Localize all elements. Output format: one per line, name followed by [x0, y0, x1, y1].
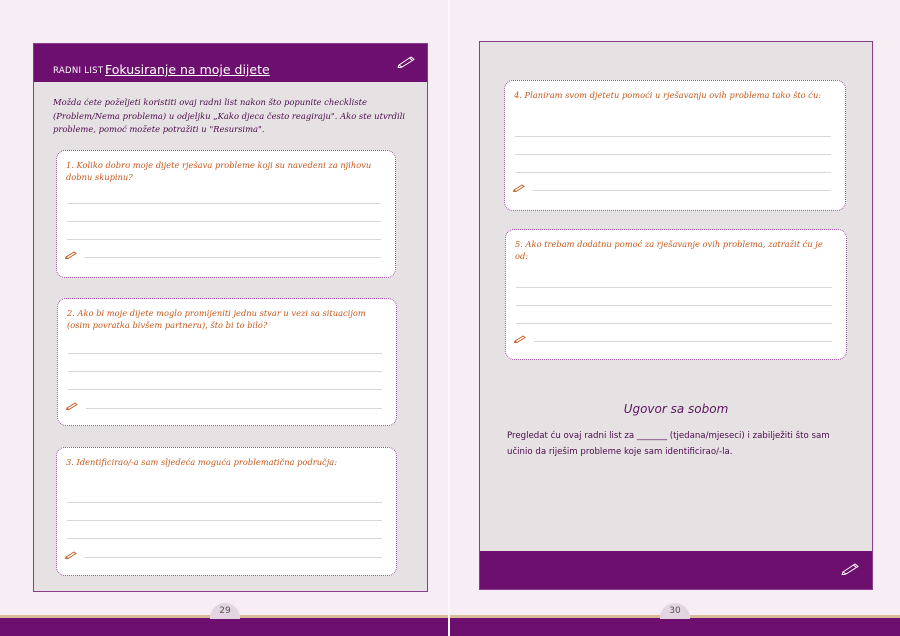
- answer-line[interactable]: [67, 239, 381, 240]
- answer-line[interactable]: [67, 520, 382, 521]
- answer-line[interactable]: [516, 287, 832, 288]
- pencil-icon: [514, 334, 527, 343]
- answer-line[interactable]: [85, 257, 381, 258]
- page-footer-strip: [0, 618, 450, 636]
- answer-line[interactable]: [68, 353, 382, 354]
- answer-line[interactable]: [67, 221, 381, 222]
- pencil-icon: [841, 561, 861, 575]
- answer-line[interactable]: [86, 408, 382, 409]
- question-text-5: 5. Ako trebam dodatnu pomoć za rješavanje ovih problema, zatražit ću je od:: [515, 239, 823, 261]
- question-box-5: [505, 229, 847, 360]
- worksheet-footer: [480, 551, 872, 589]
- worksheet-header: [34, 44, 427, 82]
- question-box-1: [56, 150, 396, 278]
- contract-title: Ugovor sa sobom: [623, 402, 729, 416]
- answer-line[interactable]: [516, 323, 832, 324]
- question-text-3: 3. Identificirao/-a sam sljedeća moguća problematična područja:: [66, 457, 338, 467]
- contract-text: Pregledat ću ovaj radni list za _______ (tjedana/mjeseci) i zabilježiti što sam učinio da riješim probleme koje sam identificirao/-la.: [507, 431, 830, 457]
- answer-line[interactable]: [515, 154, 831, 155]
- pencil-icon: [65, 550, 78, 559]
- answer-line[interactable]: [534, 341, 832, 342]
- answer-line[interactable]: [515, 172, 831, 173]
- worksheet-left: [33, 43, 428, 592]
- pencil-icon: [66, 401, 79, 410]
- answer-line[interactable]: [85, 557, 382, 558]
- question-box-4: [504, 80, 846, 211]
- question-text-2: 2. Ako bi moje dijete moglo promijeniti jednu stvar u vezi sa situacijom (osim povratka bivšem partneru), što bi to bilo?: [67, 308, 366, 330]
- intro-text: Možda ćete poželjeti koristiti ovaj radni list nakon što popunite checkliste (Problem/Nema problema) u odjeljku „Kako djeca često reagiraju". Ako ste utvrdili probleme, pomoć možete potražiti u "Resursima".: [53, 97, 406, 134]
- pencil-icon: [513, 183, 526, 192]
- question-box-3: [56, 447, 397, 576]
- answer-line[interactable]: [67, 502, 382, 503]
- answer-line[interactable]: [67, 203, 381, 204]
- page-number: 29: [210, 603, 240, 619]
- answer-line[interactable]: [516, 305, 832, 306]
- worksheet-title: Fokusiranje na moje dijete: [105, 62, 270, 77]
- answer-line[interactable]: [533, 190, 831, 191]
- question-text-1: 1. Koliko dobro moje dijete rješava probleme koji su navedeni za njihovu dobnu skupinu?: [66, 160, 372, 182]
- pencil-icon: [397, 54, 417, 68]
- pencil-icon: [65, 250, 78, 259]
- right-page: [450, 0, 900, 636]
- answer-line[interactable]: [515, 136, 831, 137]
- question-text-4: 4. Planiram svom djetetu pomoći u rješavanju ovih problema tako što ću:: [514, 90, 822, 100]
- worksheet-tag: RADNI LIST :: [53, 66, 110, 76]
- answer-line[interactable]: [68, 371, 382, 372]
- answer-line[interactable]: [68, 389, 382, 390]
- page-footer-strip: [450, 618, 900, 636]
- answer-line[interactable]: [67, 538, 382, 539]
- question-box-2: [57, 298, 397, 426]
- page-number: 30: [660, 603, 690, 619]
- worksheet-right: [479, 41, 873, 590]
